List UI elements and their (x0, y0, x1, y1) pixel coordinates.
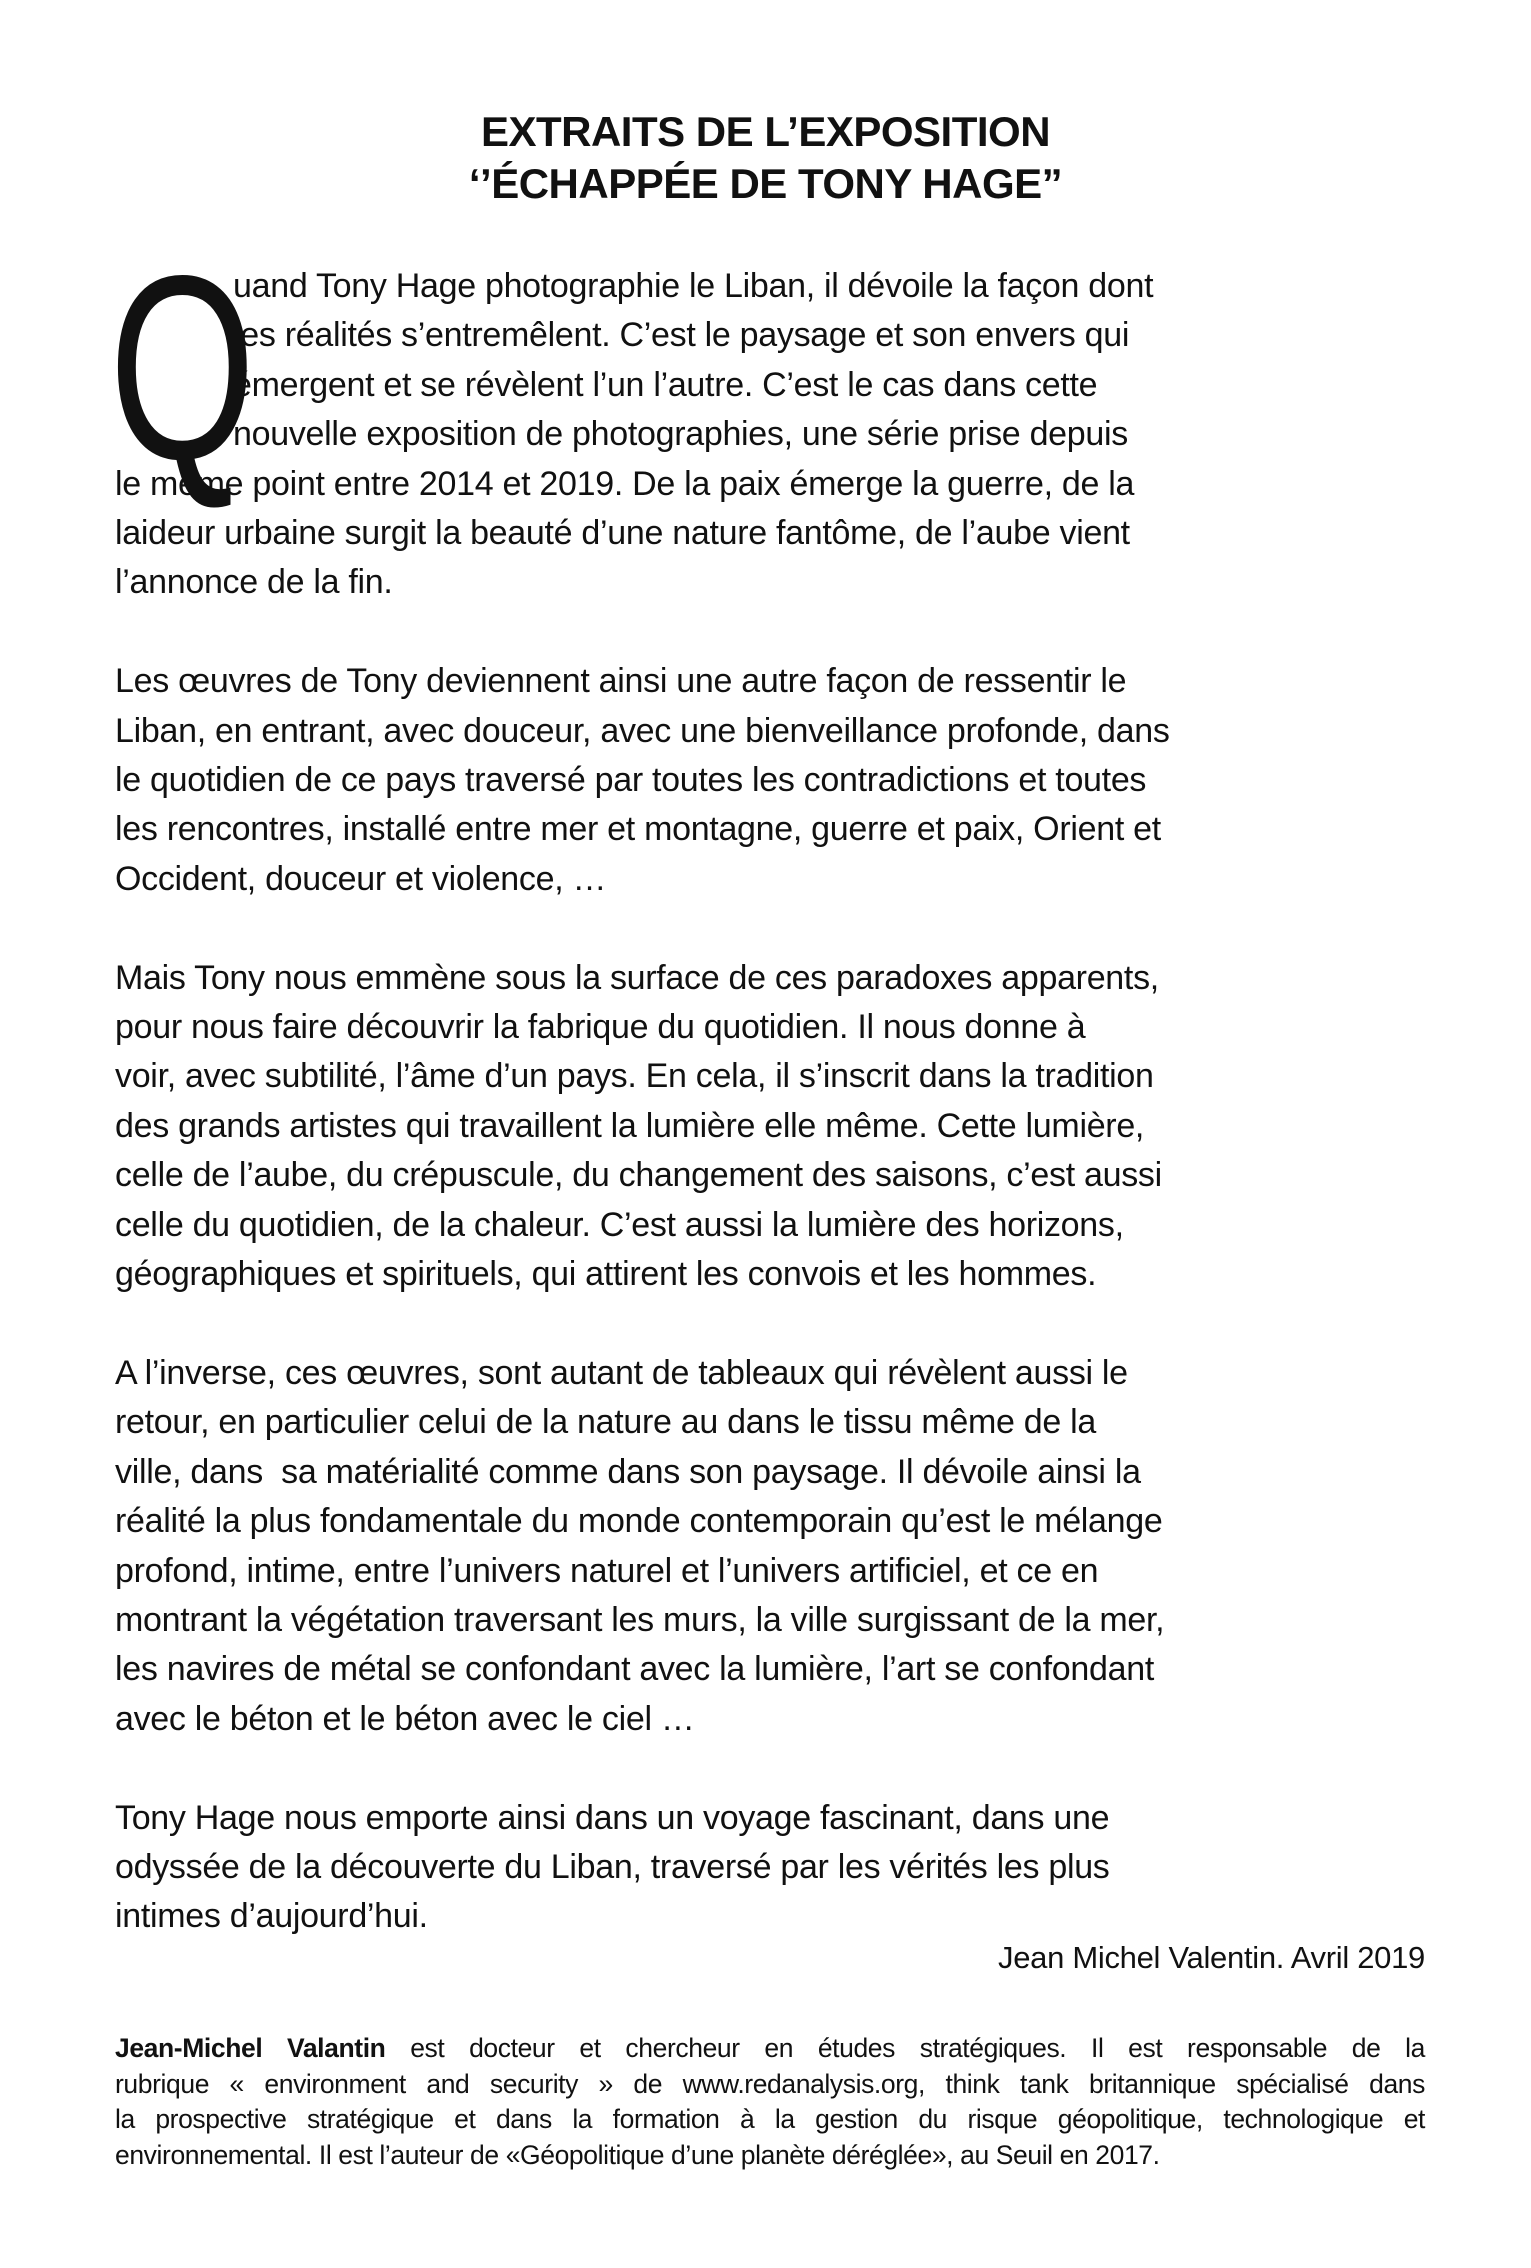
text-line: Les œuvres de Tony deviennent ainsi une autre façon de ressentir le (115, 662, 1127, 701)
text-line: celle de l’aube, du crépuscule, du changement des saisons, c’est aussi (115, 1156, 1162, 1195)
paragraph-4 (115, 1349, 1435, 1744)
text-line: avec le béton et le béton avec le ciel … (115, 1699, 695, 1738)
text-line: l’annonce de la fin. (115, 563, 393, 602)
text-line: A l’inverse, ces œuvres, sont autant de tableaux qui révèlent aussi le (115, 1353, 1128, 1392)
text-line: réalité la plus fondamentale du monde contemporain qu’est le mélange (115, 1502, 1163, 1541)
text-line: profond, intime, entre l’univers naturel et l’univers artificiel, et ce en (115, 1551, 1099, 1590)
text-line: uand Tony Hage photographie le Liban, il dévoile la façon dont (233, 267, 1154, 305)
paragraph-3 (115, 954, 1435, 1300)
text-line: montrant la végétation traversant les murs, la ville surgissant de la mer, (115, 1600, 1165, 1639)
bio-line: rubrique « environment and security » de www.redanalysis.org, think tank britannique spécialisé dans (115, 2068, 1425, 2099)
text-line: laideur urbaine surgit la beauté d’une nature fantôme, de l’aube vient (115, 514, 1130, 553)
text-line: émergent et se révèlent l’un l’autre. C’est le cas dans cette (233, 365, 1098, 404)
text-line: les rencontres, installé entre mer et montagne, guerre et paix, Orient et (115, 810, 1161, 849)
text-line: le même point entre 2014 et 2019. De la paix émerge la guerre, de la (115, 464, 1135, 503)
text-line: celle du quotidien, de la chaleur. C’est aussi la lumière des horizons, (115, 1205, 1124, 1244)
text-line: voir, avec subtilité, l’âme d’un pays. En cela, il s’inscrit dans la tradition (115, 1057, 1154, 1096)
signature: Jean Michel Valentin. Avril 2019 (998, 1940, 1425, 1975)
paragraph-2 (115, 657, 1435, 904)
article-body (109, 221, 1435, 1942)
text-line: géographiques et spirituels, qui attirent les convois et les hommes. (115, 1255, 1097, 1294)
text-line: odyssée de la découverte du Liban, traversé par les vérités les plus (115, 1847, 1110, 1886)
text-line: ville, dans sa matérialité comme dans son paysage. Il dévoile ainsi la (115, 1452, 1141, 1491)
text-line: des grands artistes qui travaillent la lumière elle même. Cette lumière, (115, 1106, 1145, 1145)
title-line-2: ‘’ÉCHAPPÉE DE TONY HAGE” (468, 160, 1063, 207)
text-line: Occident, douceur et violence, … (115, 859, 607, 898)
bio-line: la prospective stratégique et dans la formation à la gestion du risque géopolitique, technologique et (115, 2104, 1425, 2135)
text-line: retour, en particulier celui de la nature au dans le tissu même de la (115, 1403, 1096, 1442)
text-line: Mais Tony nous emmène sous la surface de ces paradoxes apparents, (115, 958, 1159, 997)
bio-line: environnemental. Il est l’auteur de «Géopolitique d’une planète déréglée», au Seuil en 2017. (115, 2139, 1160, 2170)
author-bio (115, 2031, 1425, 2173)
drop-cap: Q (109, 221, 256, 514)
text-line: les réalités s’entremêlent. C’est le paysage et son envers qui (233, 316, 1130, 355)
author-name: Jean-Michel Valantin (115, 2033, 386, 2063)
text-line: pour nous faire découvrir la fabrique du quotidien. Il nous donne à (115, 1008, 1086, 1047)
bio-text: est docteur et chercheur en études stratégiques. Il est responsable de la (385, 2033, 1426, 2063)
text-line: les navires de métal se confondant avec la lumière, l’art se confondant (115, 1650, 1154, 1689)
bio-line (115, 2031, 1425, 2067)
text-line: le quotidien de ce pays traversé par toutes les contradictions et toutes (115, 761, 1147, 800)
text-line: intimes d’aujourd’hui. (115, 1897, 428, 1936)
paragraph-1 (115, 262, 1435, 608)
text-line: Liban, en entrant, avec douceur, avec une bienveillance profonde, dans (115, 711, 1170, 750)
document-title (0, 106, 1531, 210)
title-line-1: EXTRAITS DE L’EXPOSITION (480, 108, 1051, 155)
paragraph-5 (115, 1794, 1435, 1942)
text-line: Tony Hage nous emporte ainsi dans un voyage fascinant, dans une (115, 1798, 1110, 1837)
text-line: nouvelle exposition de photographies, une série prise depuis (233, 415, 1128, 454)
